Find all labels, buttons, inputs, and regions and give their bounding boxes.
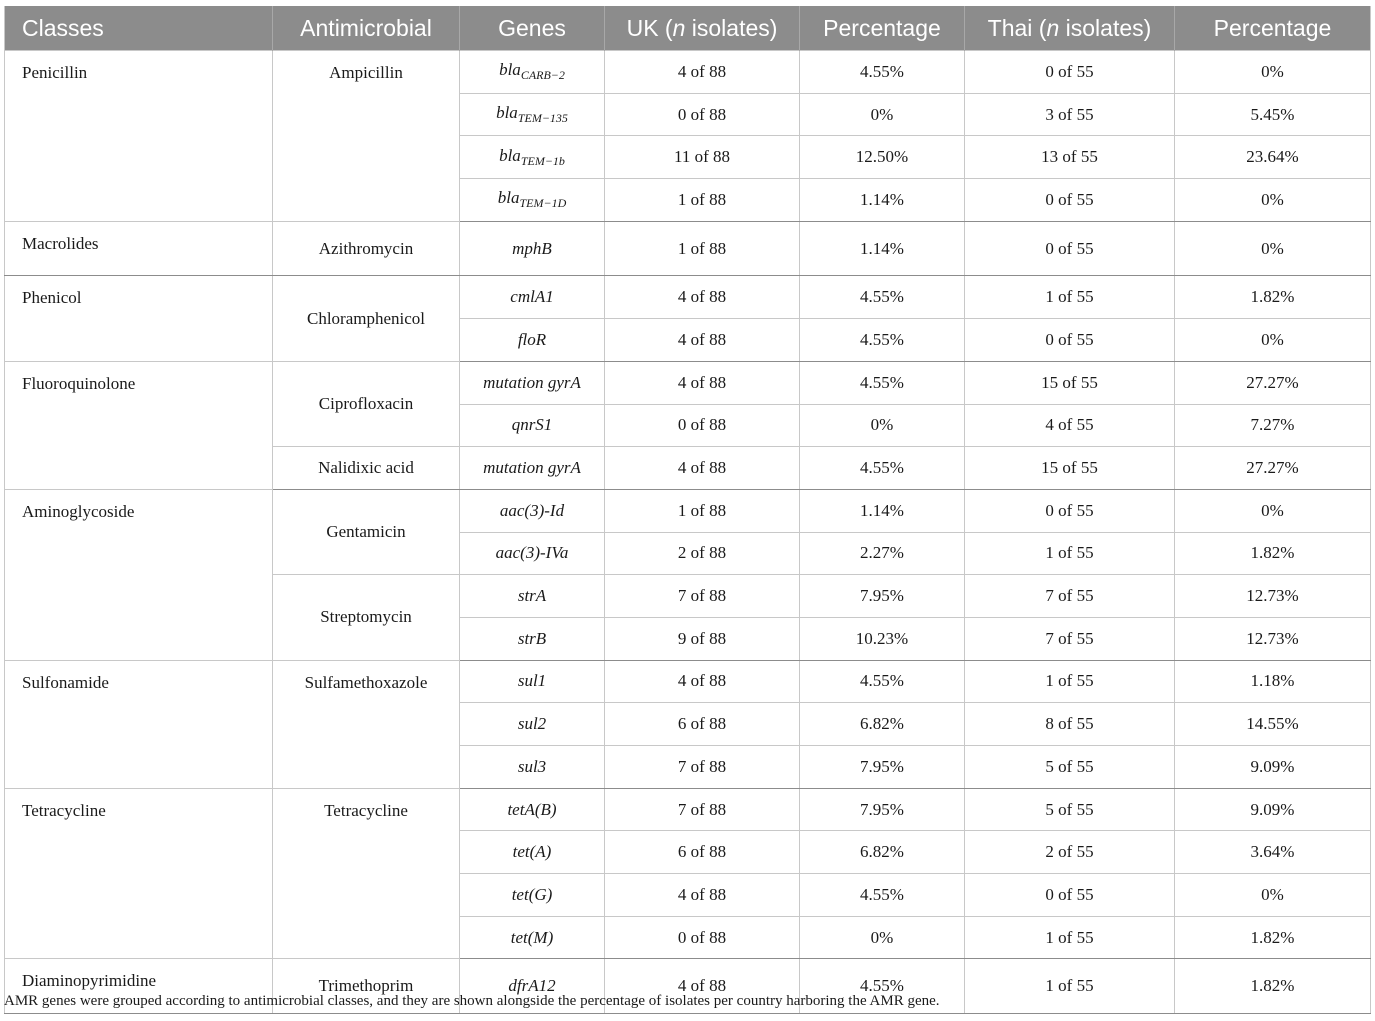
header-thai-isolates: Thai (n isolates) <box>965 6 1175 51</box>
table-header <box>5 6 1371 51</box>
class-cell: Sulfonamide <box>5 660 273 788</box>
gene-cell: tet(G) <box>460 874 605 917</box>
gene-cell: sul2 <box>460 703 605 746</box>
thai-percentage-cell: 5.45% <box>1175 93 1371 136</box>
thai-count-cell: 1 of 55 <box>965 916 1175 959</box>
antimicrobial-cell: Tetracycline <box>273 788 460 959</box>
uk-percentage-cell: 6.82% <box>800 703 965 746</box>
thai-count-cell: 0 of 55 <box>965 489 1175 532</box>
table-row <box>5 489 1371 532</box>
gene-cell: strA <box>460 575 605 618</box>
uk-percentage-cell: 4.55% <box>800 361 965 404</box>
thai-count-cell: 0 of 55 <box>965 874 1175 917</box>
header-genes: Genes <box>460 6 605 51</box>
gene-cell: qnrS1 <box>460 404 605 447</box>
uk-count-cell: 1 of 88 <box>605 489 800 532</box>
uk-percentage-cell: 2.27% <box>800 532 965 575</box>
antimicrobial-cell: Streptomycin <box>273 575 460 660</box>
gene-cell: tet(M) <box>460 916 605 959</box>
header-classes: Classes <box>5 6 273 51</box>
uk-percentage-cell: 12.50% <box>800 136 965 179</box>
gene-cell: bla$_{TEM-135}$ <box>460 93 605 136</box>
thai-count-cell: 3 of 55 <box>965 93 1175 136</box>
uk-percentage-cell: 7.95% <box>800 575 965 618</box>
thai-count-cell: 0 of 55 <box>965 51 1175 94</box>
antimicrobial-cell: Azithromycin <box>273 221 460 276</box>
uk-count-cell: 6 of 88 <box>605 703 800 746</box>
gene-cell: mphB <box>460 221 605 276</box>
thai-count-cell: 0 of 55 <box>965 179 1175 222</box>
thai-count-cell: 15 of 55 <box>965 361 1175 404</box>
thai-count-cell: 0 of 55 <box>965 221 1175 276</box>
table-row <box>5 276 1371 319</box>
uk-count-cell: 4 of 88 <box>605 276 800 319</box>
uk-count-cell: 6 of 88 <box>605 831 800 874</box>
gene-cell: aac(3)-IVa <box>460 532 605 575</box>
thai-count-cell: 7 of 55 <box>965 617 1175 660</box>
table-row <box>5 51 1371 94</box>
thai-percentage-cell: 1.82% <box>1175 276 1371 319</box>
gene-cell: mutation gyrA <box>460 361 605 404</box>
uk-count-cell: 4 of 88 <box>605 319 800 362</box>
header-uk-isolates: UK (n isolates) <box>605 6 800 51</box>
thai-percentage-cell: 0% <box>1175 319 1371 362</box>
antimicrobial-cell: Chloramphenicol <box>273 276 460 361</box>
thai-percentage-cell: 14.55% <box>1175 703 1371 746</box>
gene-cell: bla$_{CARB-2}$ <box>460 51 605 94</box>
thai-count-cell: 1 of 55 <box>965 276 1175 319</box>
thai-percentage-cell: 9.09% <box>1175 746 1371 789</box>
thai-percentage-cell: 12.73% <box>1175 575 1371 618</box>
uk-count-cell: 0 of 88 <box>605 916 800 959</box>
thai-percentage-cell: 0% <box>1175 51 1371 94</box>
uk-count-cell: 4 of 88 <box>605 660 800 703</box>
uk-percentage-cell: 1.14% <box>800 179 965 222</box>
thai-percentage-cell: 27.27% <box>1175 361 1371 404</box>
thai-count-cell: 7 of 55 <box>965 575 1175 618</box>
uk-count-cell: 4 of 88 <box>605 447 800 490</box>
uk-percentage-cell: 4.55% <box>800 319 965 362</box>
thai-count-cell: 5 of 55 <box>965 788 1175 831</box>
uk-count-cell: 1 of 88 <box>605 221 800 276</box>
thai-percentage-cell: 9.09% <box>1175 788 1371 831</box>
header-antimicrobial: Antimicrobial <box>273 6 460 51</box>
header-row <box>5 6 1371 51</box>
uk-count-cell: 7 of 88 <box>605 788 800 831</box>
antimicrobial-cell: Nalidixic acid <box>273 447 460 490</box>
gene-cell: tet(A) <box>460 831 605 874</box>
thai-count-cell: 0 of 55 <box>965 319 1175 362</box>
uk-count-cell: 0 of 88 <box>605 93 800 136</box>
class-cell: Diaminopyrimidine <box>5 959 273 1014</box>
table-row <box>5 361 1371 404</box>
uk-percentage-cell: 4.55% <box>800 276 965 319</box>
gene-cell: mutation gyrA <box>460 447 605 490</box>
antimicrobial-cell: Sulfamethoxazole <box>273 660 460 788</box>
thai-percentage-cell: 0% <box>1175 179 1371 222</box>
uk-count-cell: 7 of 88 <box>605 575 800 618</box>
antimicrobial-cell: Gentamicin <box>273 489 460 574</box>
thai-percentage-cell: 1.82% <box>1175 916 1371 959</box>
uk-count-cell: 11 of 88 <box>605 136 800 179</box>
thai-count-cell: 1 of 55 <box>965 959 1175 1014</box>
uk-percentage-cell: 0% <box>800 93 965 136</box>
gene-cell: sul1 <box>460 660 605 703</box>
thai-percentage-cell: 7.27% <box>1175 404 1371 447</box>
thai-count-cell: 1 of 55 <box>965 660 1175 703</box>
uk-count-cell: 4 of 88 <box>605 51 800 94</box>
table-row <box>5 788 1371 831</box>
gene-cell: bla$_{TEM-1D}$ <box>460 179 605 222</box>
antimicrobial-cell: Ampicillin <box>273 51 460 222</box>
uk-percentage-cell: 0% <box>800 916 965 959</box>
thai-percentage-cell: 0% <box>1175 489 1371 532</box>
thai-count-cell: 2 of 55 <box>965 831 1175 874</box>
uk-percentage-cell: 7.95% <box>800 746 965 789</box>
gene-cell: floR <box>460 319 605 362</box>
thai-percentage-cell: 1.18% <box>1175 660 1371 703</box>
gene-cell: bla$_{TEM-1b}$ <box>460 136 605 179</box>
table-row <box>5 221 1371 276</box>
table-footnote: AMR genes were grouped according to antimicrobial classes, and they are shown alongside the percentage of isolates per country harboring the AMR gene. <box>4 993 940 1009</box>
uk-percentage-cell: 1.14% <box>800 221 965 276</box>
thai-percentage-cell: 1.82% <box>1175 959 1371 1014</box>
uk-percentage-cell: 4.55% <box>800 51 965 94</box>
class-cell: Penicillin <box>5 51 273 222</box>
uk-percentage-cell: 1.14% <box>800 489 965 532</box>
thai-percentage-cell: 3.64% <box>1175 831 1371 874</box>
thai-percentage-cell: 1.82% <box>1175 532 1371 575</box>
uk-count-cell: 2 of 88 <box>605 532 800 575</box>
table-row <box>5 660 1371 703</box>
gene-cell: strB <box>460 617 605 660</box>
gene-cell: tetA(B) <box>460 788 605 831</box>
gene-cell: aac(3)-Id <box>460 489 605 532</box>
antimicrobial-cell: Ciprofloxacin <box>273 361 460 446</box>
gene-cell: sul3 <box>460 746 605 789</box>
uk-percentage-cell: 4.55% <box>800 660 965 703</box>
uk-count-cell: 7 of 88 <box>605 746 800 789</box>
uk-percentage-cell: 10.23% <box>800 617 965 660</box>
amr-gene-table <box>4 6 1371 1014</box>
uk-count-cell: 4 of 88 <box>605 361 800 404</box>
uk-count-cell: 1 of 88 <box>605 179 800 222</box>
thai-count-cell: 8 of 55 <box>965 703 1175 746</box>
uk-count-cell: 4 of 88 <box>605 874 800 917</box>
class-cell: Tetracycline <box>5 788 273 959</box>
thai-count-cell: 4 of 55 <box>965 404 1175 447</box>
gene-cell: cmlA1 <box>460 276 605 319</box>
thai-count-cell: 13 of 55 <box>965 136 1175 179</box>
thai-count-cell: 5 of 55 <box>965 746 1175 789</box>
thai-percentage-cell: 12.73% <box>1175 617 1371 660</box>
antimicrobial-cell: Trimethoprim <box>273 959 460 1014</box>
thai-percentage-cell: 27.27% <box>1175 447 1371 490</box>
gene-cell: dfrA12 <box>460 959 605 1014</box>
class-cell: Fluoroquinolone <box>5 361 273 489</box>
thai-percentage-cell: 0% <box>1175 221 1371 276</box>
uk-percentage-cell: 4.55% <box>800 874 965 917</box>
thai-percentage-cell: 23.64% <box>1175 136 1371 179</box>
uk-percentage-cell: 6.82% <box>800 831 965 874</box>
class-cell: Aminoglycoside <box>5 489 273 660</box>
uk-count-cell: 9 of 88 <box>605 617 800 660</box>
uk-count-cell: 4 of 88 <box>605 959 800 1014</box>
table-body <box>5 51 1371 1014</box>
thai-percentage-cell: 0% <box>1175 874 1371 917</box>
uk-percentage-cell: 0% <box>800 404 965 447</box>
uk-percentage-cell: 4.55% <box>800 959 965 1014</box>
uk-percentage-cell: 7.95% <box>800 788 965 831</box>
header-uk-percentage: Percentage <box>800 6 965 51</box>
class-cell: Phenicol <box>5 276 273 361</box>
uk-count-cell: 0 of 88 <box>605 404 800 447</box>
uk-percentage-cell: 4.55% <box>800 447 965 490</box>
thai-count-cell: 1 of 55 <box>965 532 1175 575</box>
thai-count-cell: 15 of 55 <box>965 447 1175 490</box>
class-cell: Macrolides <box>5 221 273 276</box>
header-thai-percentage: Percentage <box>1175 6 1371 51</box>
